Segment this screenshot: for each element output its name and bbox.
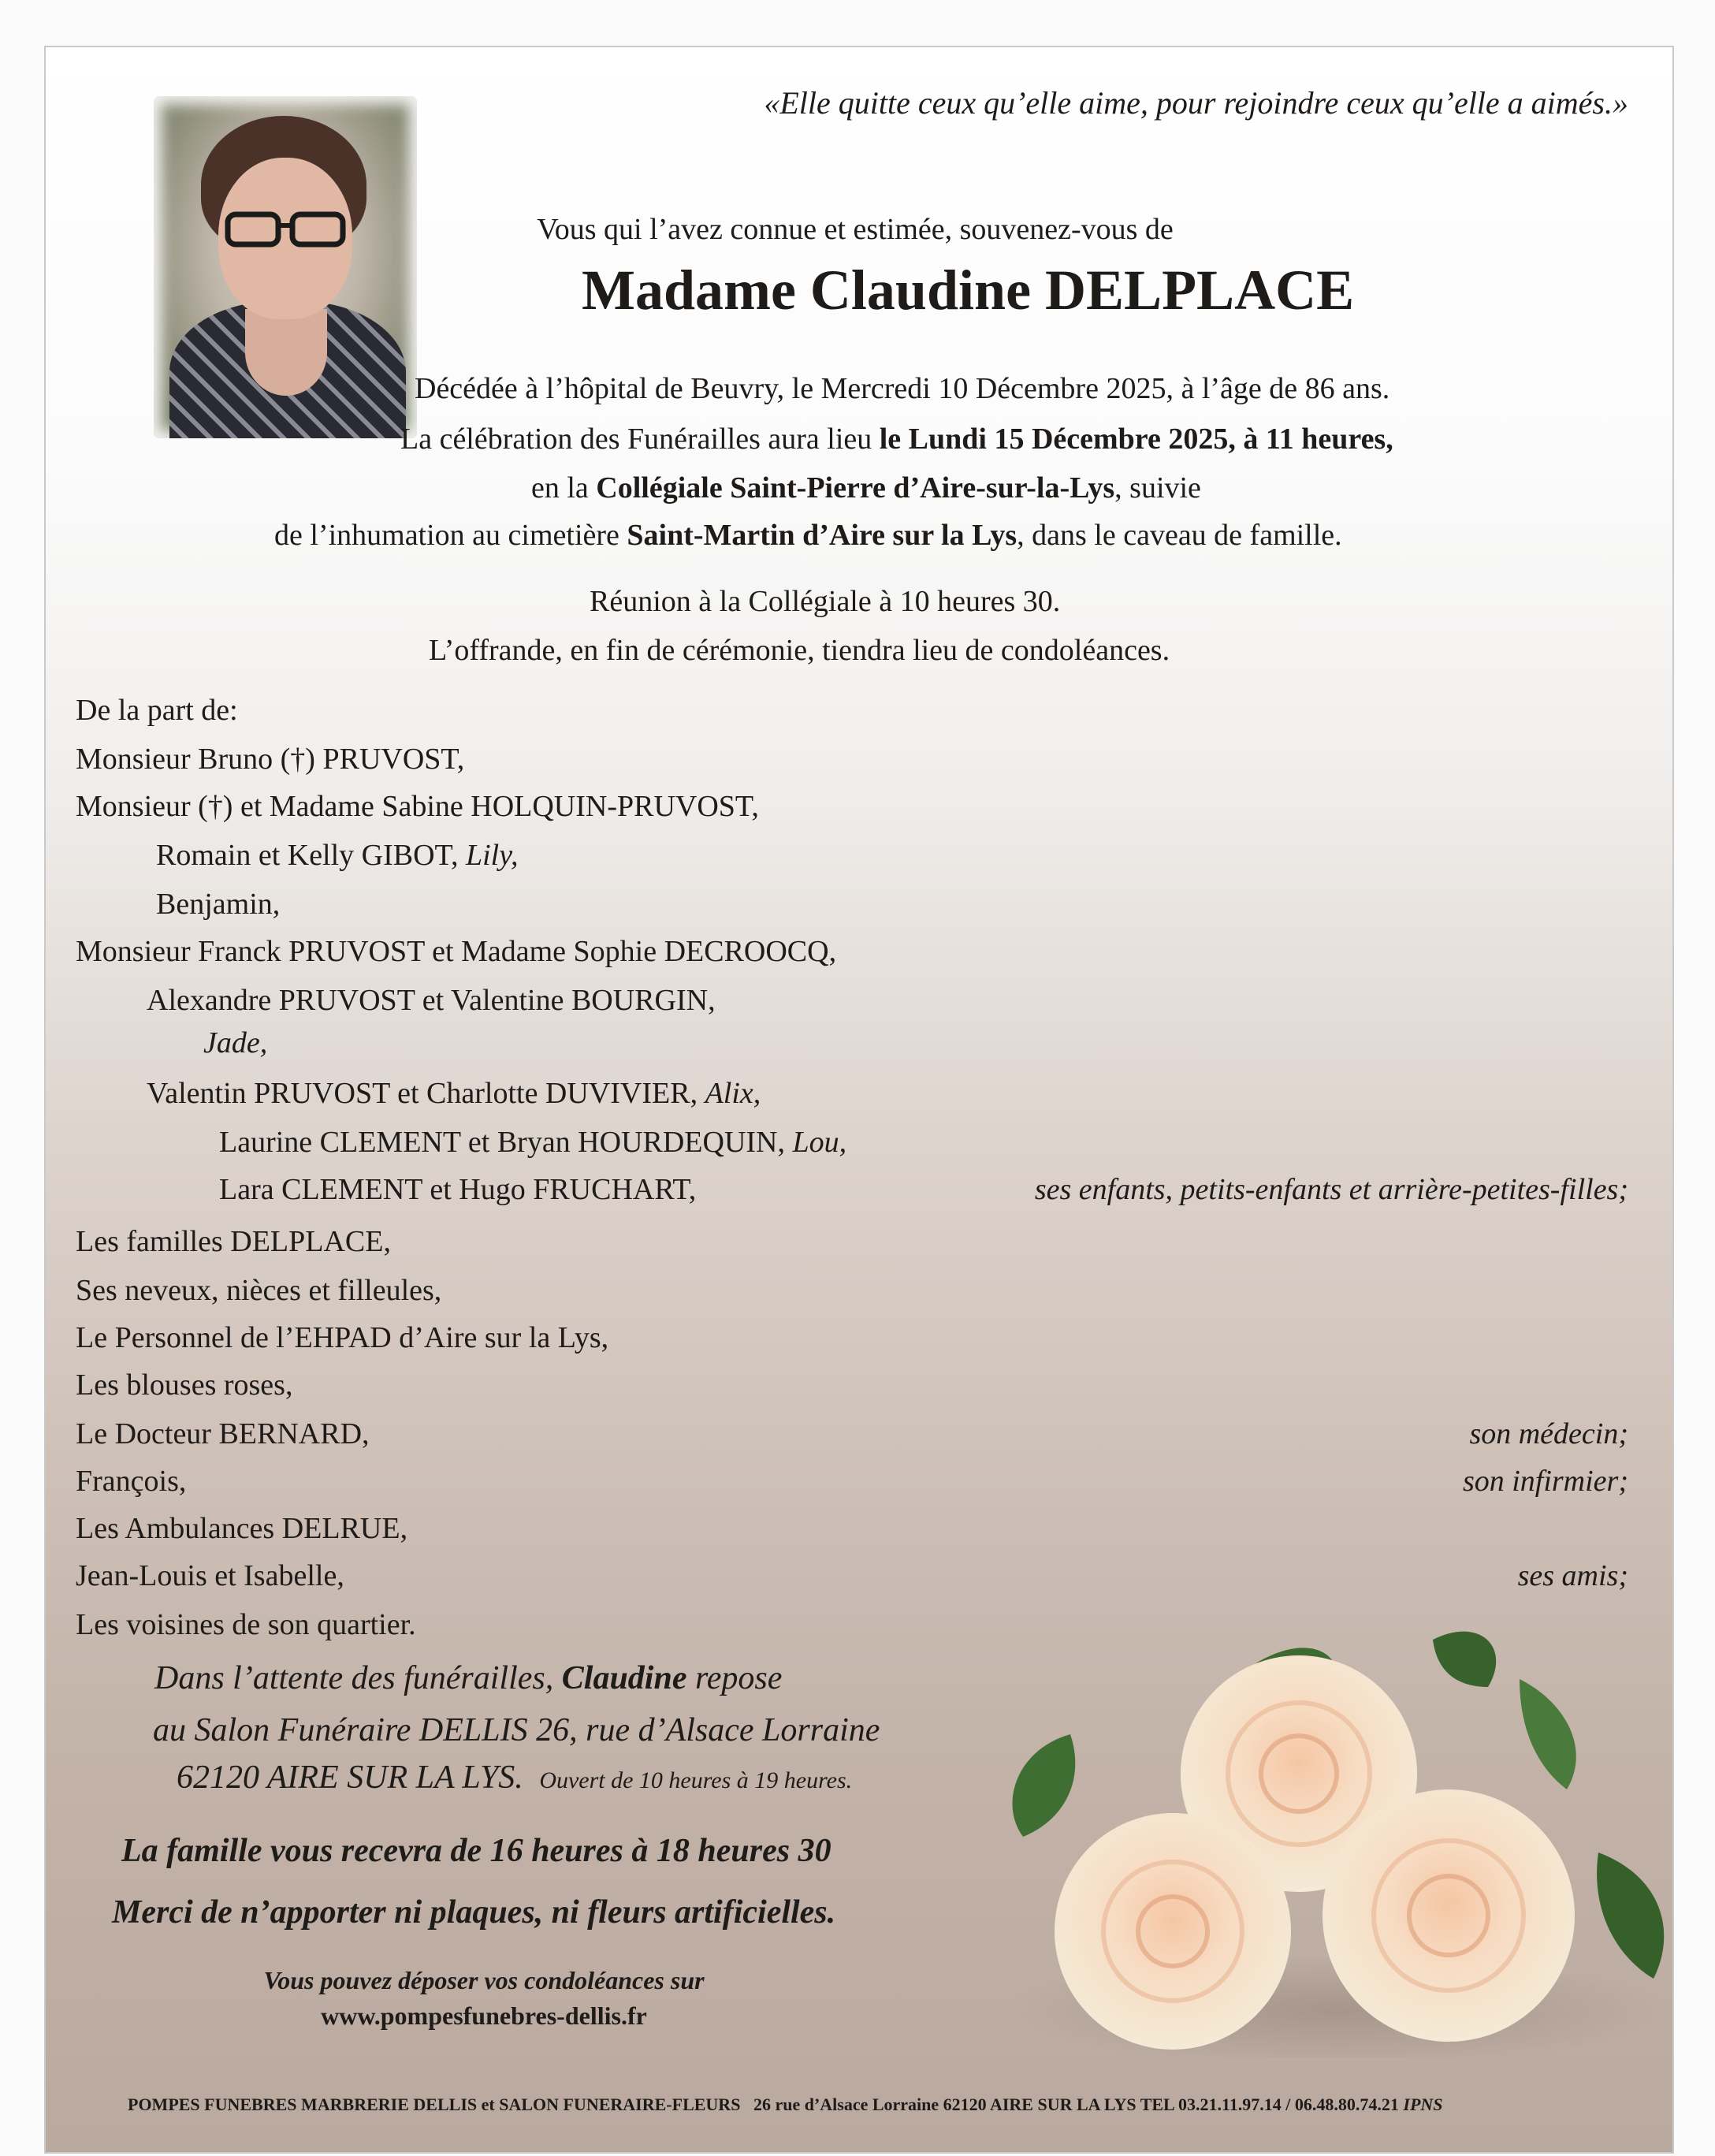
deceased-line: Décédée à l’hôpital de Beuvry, le Mercredi 10 Décembre 2025, à l’âge de 86 ans. bbox=[415, 372, 1390, 405]
family-line: Le Docteur BERNARD, bbox=[76, 1417, 370, 1450]
intro-line: Vous qui l’avez connue et estimée, souvenez-vous de bbox=[537, 213, 1174, 246]
repose-line-1: Dans l’attente des funérailles, Claudine repose bbox=[154, 1660, 783, 1696]
family-line: Alexandre PRUVOST et Valentine BOURGIN, bbox=[147, 984, 716, 1017]
obituary-card bbox=[44, 46, 1674, 2154]
repose-line-3: 62120 AIRE SUR LA LYS. Ouvert de 10 heures à 19 heures. bbox=[177, 1759, 853, 1796]
ceremony-line-2: en la Collégiale Saint-Pierre d’Aire-sur-la-Lys, suivie bbox=[531, 471, 1201, 505]
family-line: Benjamin, bbox=[156, 888, 281, 921]
family-line: Monsieur (†) et Madame Sabine HOLQUIN-PRUVOST, bbox=[76, 790, 759, 823]
family-line: Romain et Kelly GIBOT, Lily, bbox=[156, 839, 519, 872]
footer-line: POMPES FUNEBRES MARBRERIE DELLIS et SALON FUNERAIRE-FLEURS 26 rue d’Alsace Lorraine 62120 AIRE SUR LA LYS TEL 03.21.11.97.14 / 06.48.80.74.21 IPNS bbox=[128, 2095, 1443, 2114]
condolences-url[interactable]: www.pompesfunebres-dellis.fr bbox=[321, 2001, 647, 2030]
ceremony-line-1: La célébration des Funérailles aura lieu le Lundi 15 Décembre 2025, à 11 heures, bbox=[400, 423, 1393, 456]
family-line: François, bbox=[76, 1465, 187, 1498]
family-line: Ses neveux, nièces et filleules, bbox=[76, 1274, 442, 1307]
roses-icon bbox=[968, 1616, 1674, 2057]
deceased-name: Madame Claudine DELPLACE bbox=[582, 259, 1355, 322]
family-line: Monsieur Franck PRUVOST et Madame Sophie DECROOCQ, bbox=[76, 935, 837, 968]
ceremony-line-3: de l’inhumation au cimetière Saint-Martin d’Aire sur la Lys, dans le caveau de famille. bbox=[274, 519, 1342, 552]
offrande-line: L’offrande, en fin de cérémonie, tiendra lieu de condoléances. bbox=[429, 634, 1170, 667]
family-line: Le Personnel de l’EHPAD d’Aire sur la Lys, bbox=[76, 1321, 609, 1354]
family-line: Laurine CLEMENT et Bryan HOURDEQUIN, Lou, bbox=[219, 1126, 847, 1159]
family-line: Les voisines de son quartier. bbox=[76, 1608, 416, 1641]
family-role: ses enfants, petits-enfants et arrière-petites-filles; bbox=[1034, 1173, 1628, 1206]
glasses-icon bbox=[218, 208, 352, 249]
family-line: Valentin PRUVOST et Charlotte DUVIVIER, Alix, bbox=[147, 1077, 761, 1110]
visit-hours: La famille vous recevra de 16 heures à 18 heures 30 bbox=[121, 1833, 831, 1869]
family-line: Les Ambulances DELRUE, bbox=[76, 1512, 408, 1545]
reunion-line: Réunion à la Collégiale à 10 heures 30. bbox=[590, 585, 1061, 618]
family-header: De la part de: bbox=[76, 694, 238, 727]
family-line: Lara CLEMENT et Hugo FRUCHART, bbox=[219, 1173, 697, 1206]
family-role: son médecin; bbox=[1469, 1417, 1628, 1450]
portrait-photo bbox=[154, 96, 417, 438]
family-line: Jean-Louis et Isabelle, bbox=[76, 1559, 344, 1592]
family-line: Monsieur Bruno (†) PRUVOST, bbox=[76, 743, 465, 776]
repose-line-2: au Salon Funéraire DELLIS 26, rue d’Alsace Lorraine bbox=[153, 1712, 880, 1748]
family-role: son infirmier; bbox=[1462, 1465, 1628, 1498]
family-role: ses amis; bbox=[1517, 1559, 1628, 1592]
family-line: Les blouses roses, bbox=[76, 1368, 293, 1402]
condolences-text: Vous pouvez déposer vos condoléances sur bbox=[263, 1966, 705, 1994]
family-line: Jade, bbox=[203, 1026, 268, 1059]
condolences-block bbox=[216, 1964, 752, 2032]
no-flowers-notice: Merci de n’apporter ni plaques, ni fleurs artificielles. bbox=[112, 1894, 836, 1931]
family-line: Les familles DELPLACE, bbox=[76, 1225, 391, 1258]
epitaph-quote: «Elle quitte ceux qu’elle aime, pour rejoindre ceux qu’elle a aimés.» bbox=[764, 85, 1628, 121]
